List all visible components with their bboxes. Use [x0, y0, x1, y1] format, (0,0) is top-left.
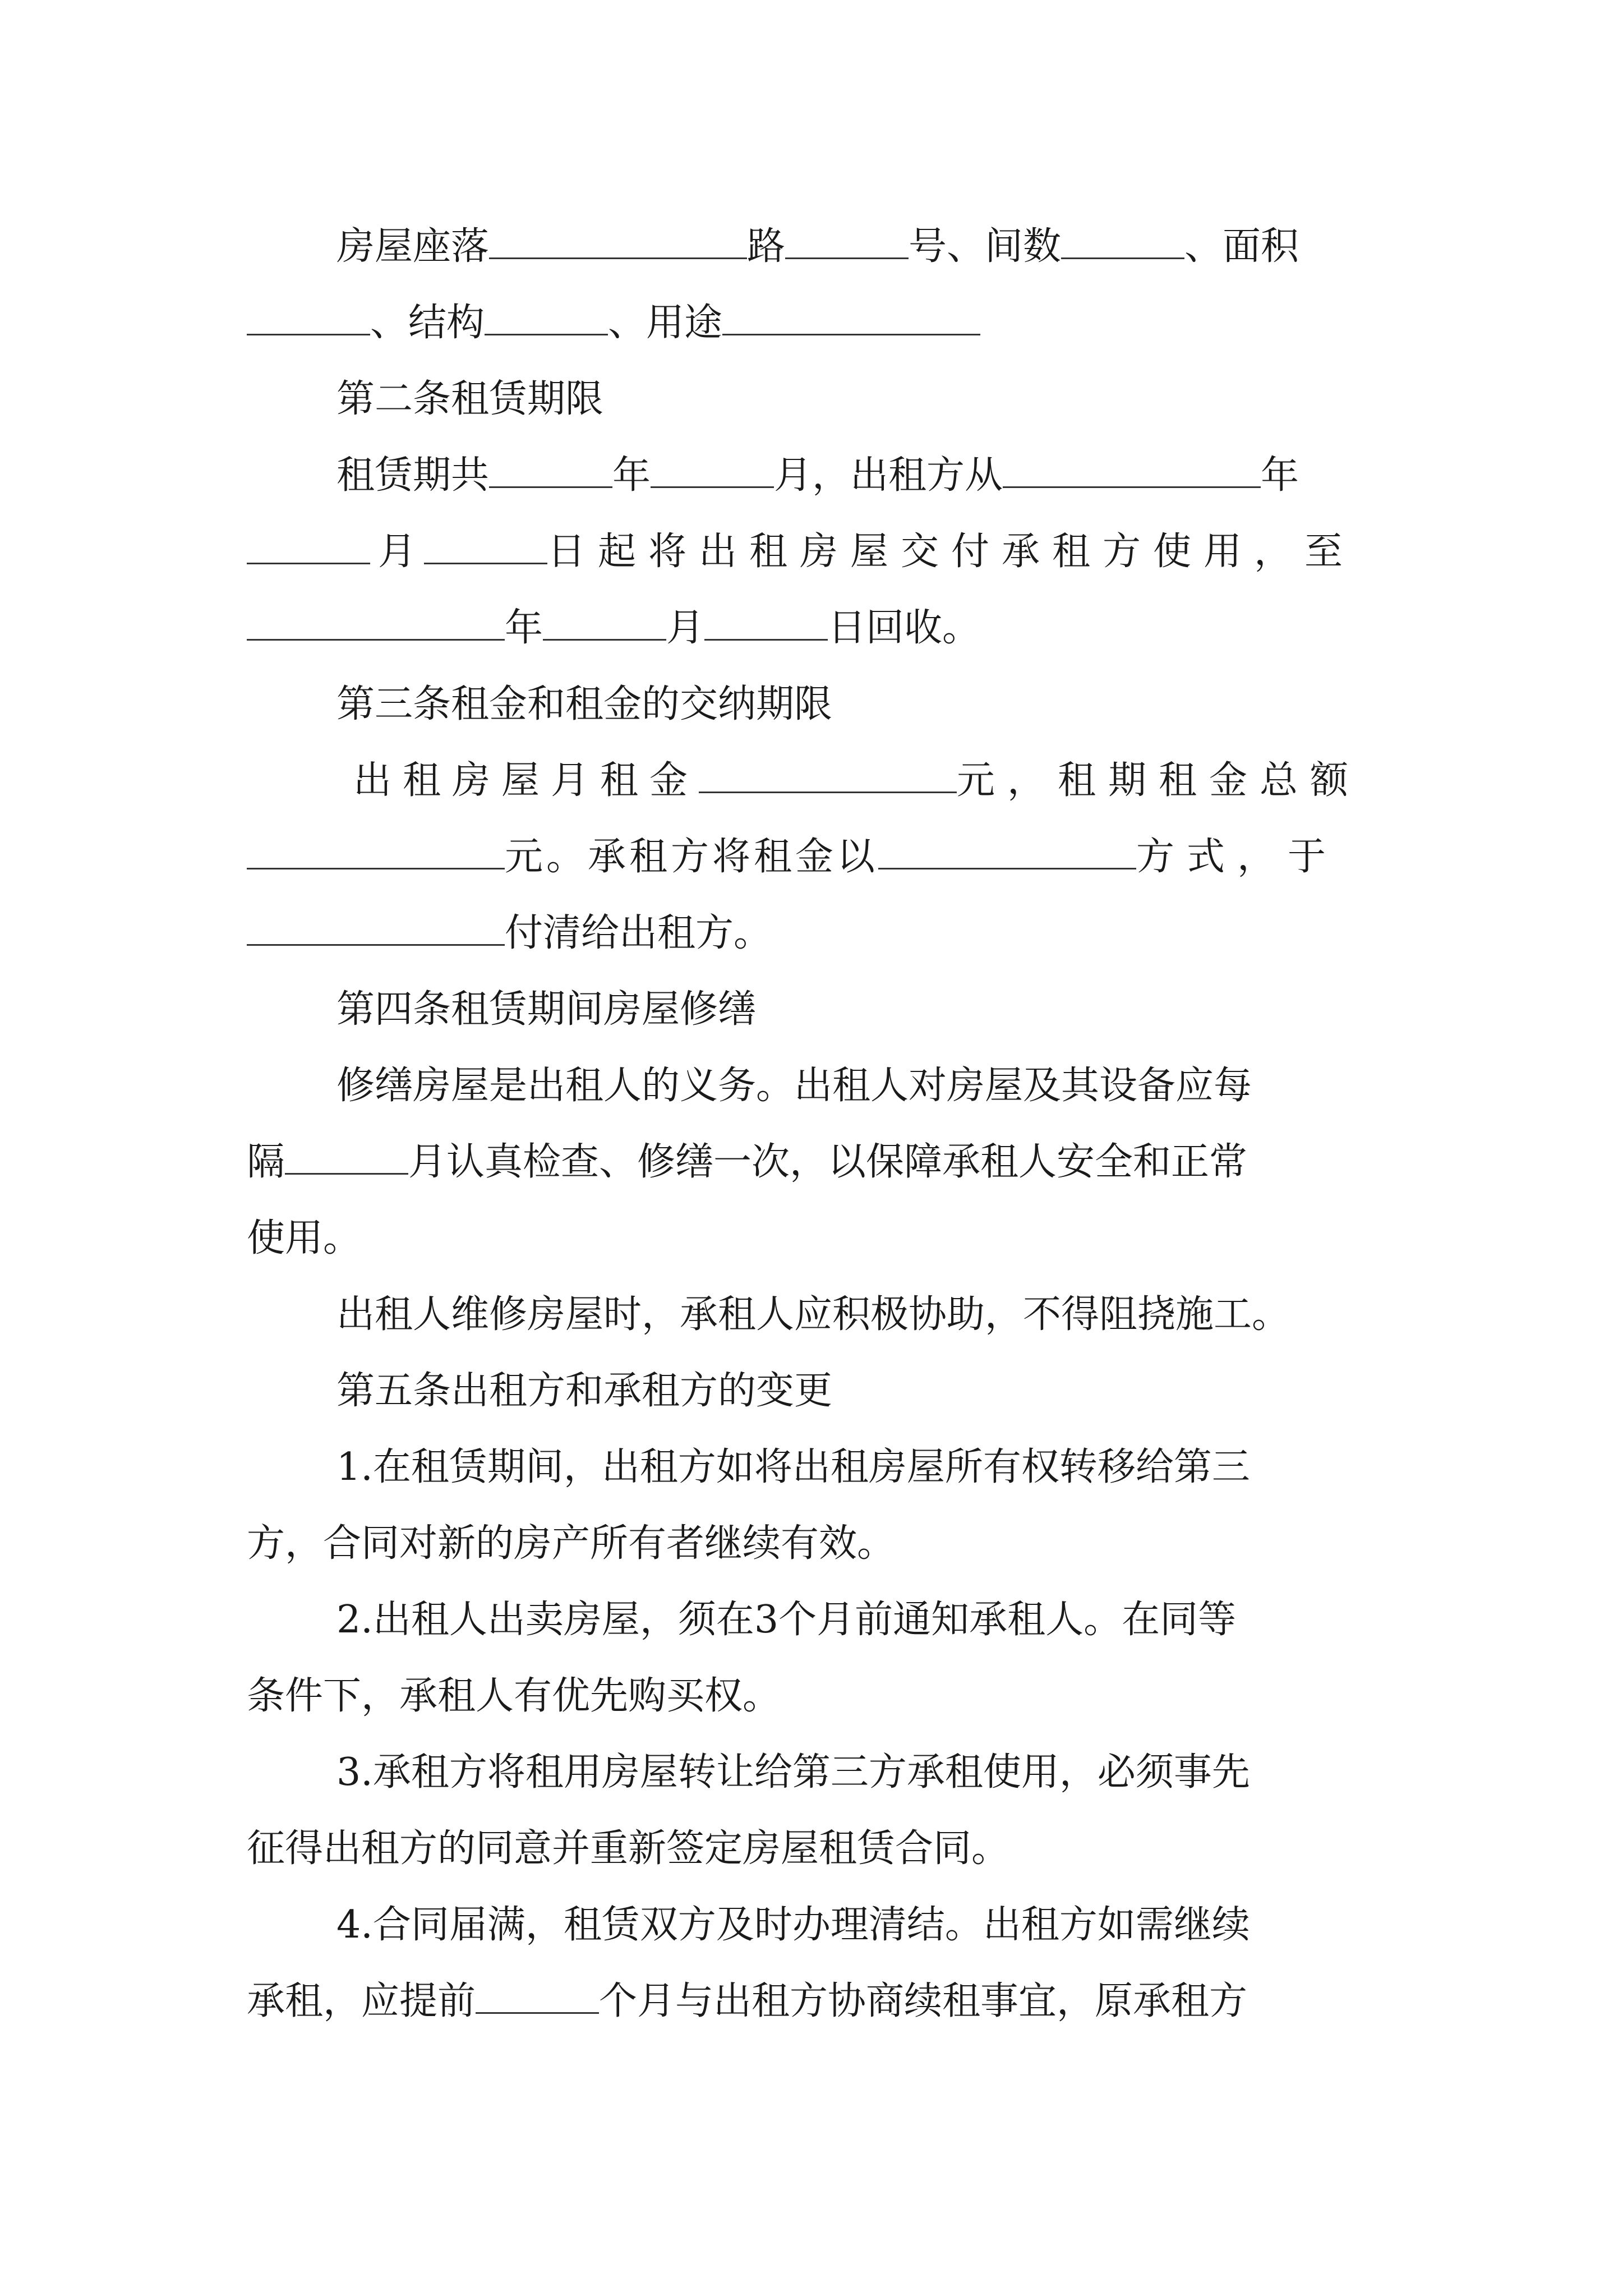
start-month-blank[interactable] [247, 528, 370, 564]
article-5-heading: 第五条出租方和承租方的变更 [336, 1369, 833, 1413]
item-2-line-1: 2.出租人出卖房屋，须在3个月前通知承租人。在同等 [336, 1598, 1237, 1642]
item-3-line-2: 征得出租方的同意并重新签定房屋租赁合同。 [247, 1826, 1010, 1871]
usage-label: 、用途 [608, 301, 723, 345]
term-months-blank[interactable] [651, 452, 774, 488]
area-blank[interactable] [247, 299, 370, 335]
repair-assist-paragraph: 出租人维修房屋时，承租人应积极协助，不得阻挠施工。 [336, 1292, 1290, 1337]
monthly-rent-label: 出租房屋月租金 [353, 758, 699, 803]
address-label: 房屋座落 [336, 224, 490, 269]
term-line [336, 449, 1391, 503]
item-4-line-1: 4.合同届满，租赁双方及时办理清结。出租方如需继续 [336, 1903, 1250, 1947]
article-2-heading: 第二条租赁期限 [336, 377, 604, 421]
item-4-line-2: 承租，应提前 个月与出租方协商续租事宜，原承租方 [247, 1975, 1391, 2028]
repair-paragraph-line-3: 使用。 [247, 1216, 362, 1260]
total-rent-label: 元，租期租金总额 [957, 758, 1361, 803]
end-year-label: 年 [505, 606, 543, 650]
usage-blank[interactable] [722, 299, 980, 335]
structure-blank[interactable] [485, 299, 608, 335]
number-blank[interactable] [785, 223, 909, 259]
end-month-label: 月 [666, 606, 705, 650]
article-4-heading: 第四条租赁期间房屋修缮 [336, 987, 757, 1032]
address-line [336, 220, 1391, 274]
payment-method-blank[interactable] [878, 833, 1136, 869]
term-label: 租赁期共 [336, 453, 490, 498]
return-label: 日回收。 [828, 606, 981, 650]
start-year-blank[interactable] [1003, 452, 1261, 488]
area-label: 、面积 [1184, 224, 1299, 269]
year-label: 年 [612, 453, 651, 498]
rooms-label: 号、间数 [909, 224, 1062, 269]
payment-method-label: 元。承租方将租金以 [505, 835, 879, 879]
end-month-blank[interactable] [543, 604, 666, 641]
return-line [247, 601, 1391, 655]
from-label: 月，出租方从 [774, 453, 1003, 498]
delivery-text: 日起将出租房屋交付承租方使用，至 [547, 530, 1355, 574]
item-2-line-2: 条件下，承租人有优先购买权。 [247, 1674, 781, 1718]
item-1-line-1: 1.在租赁期间，出租方如将出租房屋所有权转移给第三 [336, 1445, 1250, 1489]
renewal-notice-blank[interactable] [476, 1977, 599, 2014]
end-year-blank[interactable] [247, 604, 505, 641]
item-3-line-1: 3.承租方将租用房屋转让给第三方承租使用，必须事先 [336, 1750, 1250, 1795]
inspection-interval-blank[interactable] [285, 1138, 408, 1175]
monthly-rent-blank[interactable] [699, 757, 957, 793]
term-years-blank[interactable] [489, 452, 612, 488]
end-day-blank[interactable] [704, 604, 828, 641]
start-day-blank[interactable] [424, 528, 547, 564]
article-3-heading: 第三条租金和租金的交纳期限 [336, 682, 833, 726]
location-blank[interactable] [489, 223, 747, 259]
item-1-line-2: 方，合同对新的房产所有者继续有效。 [247, 1521, 896, 1566]
delivery-line [247, 525, 1391, 579]
road-label: 路 [747, 224, 786, 269]
payment-time-label: 方式，于 [1136, 835, 1339, 879]
total-rent-blank[interactable] [247, 833, 505, 869]
rent-line [353, 754, 1391, 808]
structure-line [247, 296, 1391, 350]
rooms-blank[interactable] [1061, 223, 1184, 259]
month-label: 月 [378, 530, 417, 574]
payment-line [247, 830, 1391, 884]
repair-paragraph-line-2: 隔 月认真检查、修缮一次，以保障承租人安全和正常 [247, 1135, 1391, 1189]
pay-to-label: 付清给出租方。 [505, 911, 772, 955]
pay-date-blank[interactable] [247, 909, 505, 946]
year-label-2: 年 [1261, 453, 1299, 498]
pay-by-line [247, 907, 1391, 960]
repair-paragraph-line-1: 修缮房屋是出租人的义务。出租人对房屋及其设备应每 [336, 1064, 1252, 1108]
structure-label: 、结构 [370, 301, 485, 345]
